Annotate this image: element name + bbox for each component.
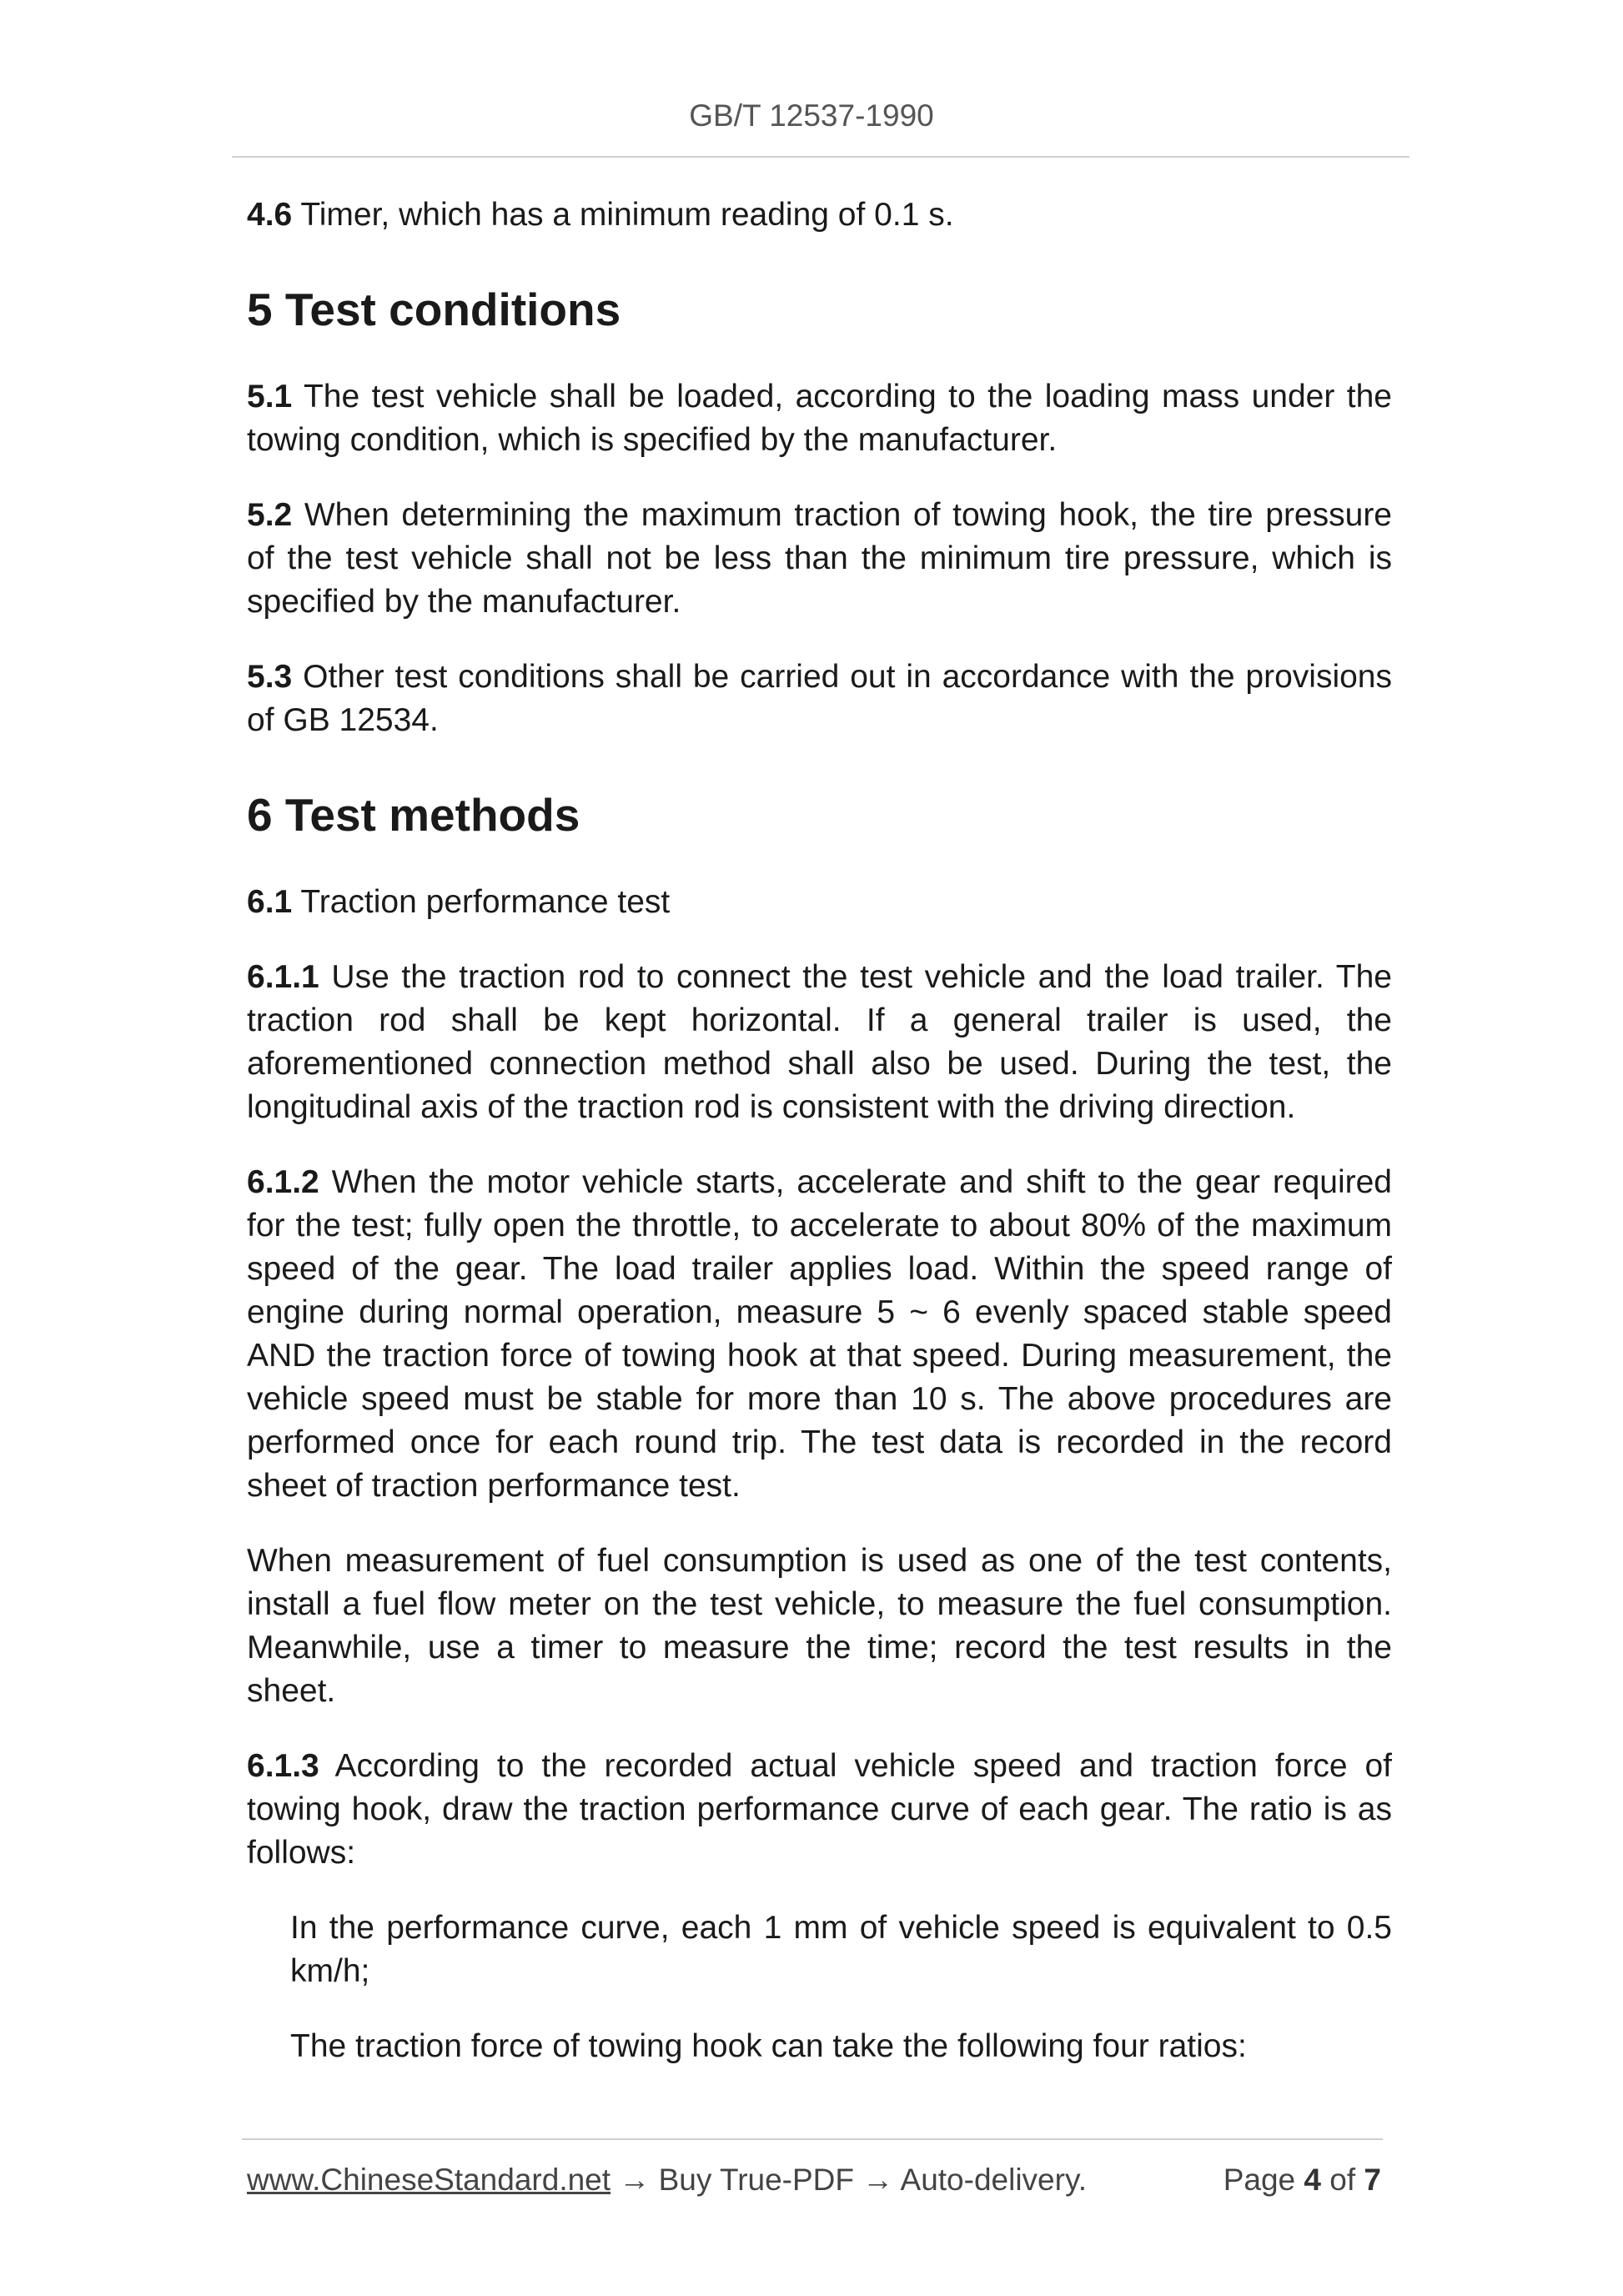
paragraph-traction-ratios: The traction force of towing hook can take the following four ratios: <box>290 2028 1247 2064</box>
clause-number: 5.1 <box>247 379 293 414</box>
footer-divider <box>242 2138 1383 2140</box>
clause-5-3 <box>247 656 1392 742</box>
clause-text: According to the recorded actual vehicle speed and traction force of towing hook, draw the traction performance curve of each gear. The ratio is as follows: <box>247 1748 1392 1871</box>
clause-text: Use the traction rod to connect the test vehicle and the load trailer. The traction rod shall be kept horizontal. If a general trailer is used, the aforementioned connection method shall also be used. During the test, the longitudinal axis of the traction rod is consistent with the driving direction. <box>247 959 1392 1125</box>
clause-5-1 <box>247 375 1392 462</box>
clause-text: When determining the maximum traction of towing hook, the tire pressure of the test vehicle shall not be less than the minimum tire pressure, which is specified by the manufacturer. <box>247 497 1392 620</box>
section-heading-6: 6 Test methods <box>247 789 580 841</box>
clause-number: 6.1.3 <box>247 1748 319 1784</box>
clause-number: 5.3 <box>247 659 293 695</box>
clause-6-1 <box>247 881 1392 924</box>
page-label: Page <box>1223 2163 1296 2197</box>
clause-6-1-1 <box>247 956 1392 1129</box>
clause-4-6 <box>247 193 1392 237</box>
of-label: of <box>1329 2163 1356 2197</box>
clause-number: 5.2 <box>247 497 293 533</box>
clause-text: Traction performance test <box>300 884 671 920</box>
footer-tagline: → Buy True-PDF → Auto-delivery. <box>619 2163 1087 2197</box>
page-number: 4 <box>1304 2163 1321 2197</box>
section-heading-5: 5 Test conditions <box>247 284 621 335</box>
page-content <box>247 185 1392 2068</box>
footer-left <box>247 2163 1087 2198</box>
clause-text: Timer, which has a minimum reading of 0.1 s. <box>300 197 954 233</box>
clause-6-1-2 <box>247 1161 1392 1508</box>
paragraph-fuel-consumption: When measurement of fuel consumption is used as one of the test contents, install a fuel flow meter on the test vehicle, to measure the fuel consumption. Meanwhile, use a timer to measure the time; record the test results in the sheet. <box>247 1543 1392 1709</box>
clause-6-1-3 <box>247 1745 1392 1875</box>
clause-number: 6.1 <box>247 884 293 920</box>
header-title: GB/T 12537-1990 <box>689 98 934 133</box>
page-indicator <box>1224 2163 1381 2198</box>
header-divider <box>232 156 1409 158</box>
website-link[interactable]: www.ChineseStandard.net <box>247 2163 611 2197</box>
clause-number: 6.1.1 <box>247 959 319 995</box>
paragraph-speed-ratio: In the performance curve, each 1 mm of vehicle speed is equivalent to 0.5 km/h; <box>290 1910 1392 1989</box>
clause-text: Other test conditions shall be carried out in accordance with the provisions of GB 12534. <box>247 659 1392 738</box>
clause-text: When the motor vehicle starts, accelerate and shift to the gear required for the test; fully open the throttle, to accelerate to about 80% of the maximum speed of the gear. The load trailer applies load. Within the speed range of engine during normal operation, measure 5 ~ 6 evenly spaced stable speed AND the traction force of towing hook at that speed. During measurement, the vehicle speed must be stable for more than 10 s. The above procedures are performed once for each round trip. The test data is recorded in the record sheet of traction performance test. <box>247 1164 1392 1504</box>
page-total: 7 <box>1364 2163 1381 2197</box>
clause-5-2 <box>247 494 1392 624</box>
clause-text: The test vehicle shall be loaded, according to the loading mass under the towing condition, which is specified by the manufacturer. <box>247 379 1392 458</box>
clause-number: 6.1.2 <box>247 1164 319 1200</box>
clause-number: 4.6 <box>247 197 293 233</box>
